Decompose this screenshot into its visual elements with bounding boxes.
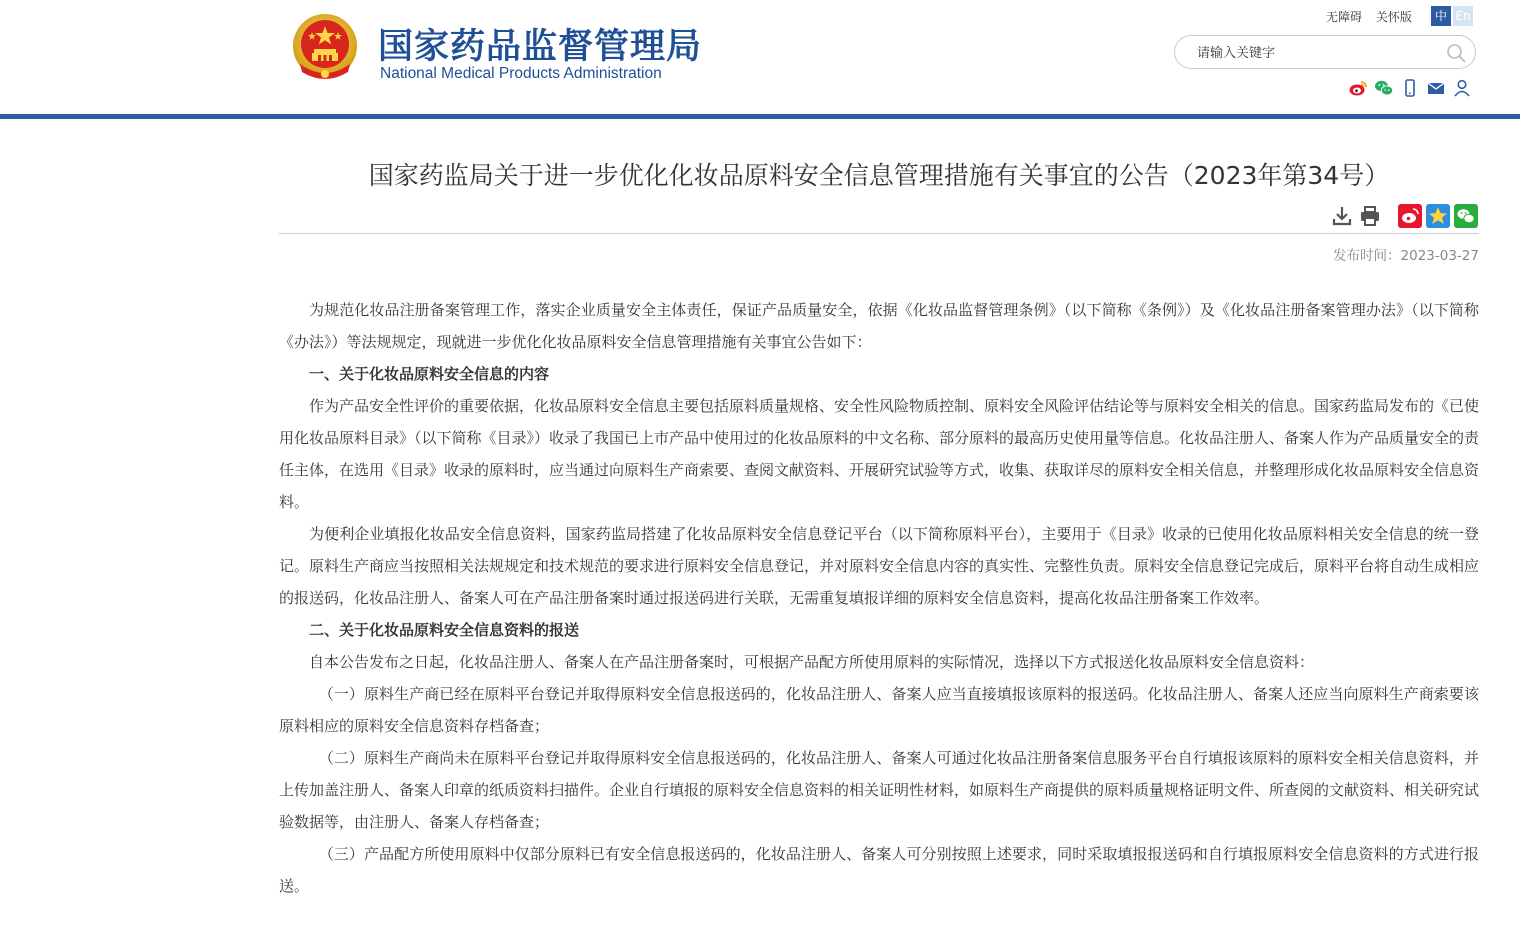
article-paragraph: 作为产品安全性评价的重要依据，化妆品原料安全信息主要包括原料质量规格、安全性风险物质控制、原料安全风险评估结论等与原料安全相关的信息。国家药监局发布的《已使用化妆品原料目录》（以下简称《目录》）收录了我国已上市产品中使用过的化妆品原料的中文名称、部分原料的最高历史使用量等信息。化妆品注册人、备案人作为产品质量安全的责任主体，在选用《目录》收录的原料时，应当通过向原料生产商索要、查阅文献资料、开展研究试验等方式，收集、获取详尽的原料安全相关信息，并整理形成化妆品原料安全信息资料。 bbox=[279, 397, 1480, 511]
mail-icon[interactable] bbox=[1426, 78, 1446, 98]
article-paragraph: 自本公告发布之日起，化妆品注册人、备案人在产品注册备案时，可根据产品配方所使用原料的实际情况，选择以下方式报送化妆品原料安全信息资料： bbox=[309, 653, 1315, 671]
search-box bbox=[1174, 35, 1476, 69]
article-title: 国家药监局关于进一步优化化妆品原料安全信息管理措施有关事宜的公告（2023年第34号） bbox=[368, 161, 1390, 190]
search-input[interactable] bbox=[1195, 42, 1439, 64]
publish-date bbox=[1333, 244, 1479, 264]
national-emblem-logo[interactable] bbox=[290, 12, 360, 84]
section-heading: 二、关于化妆品原料安全信息资料的报送 bbox=[309, 621, 580, 639]
weibo-icon[interactable] bbox=[1348, 78, 1368, 98]
elder-mode-link[interactable]: 关怀版 bbox=[1375, 10, 1412, 24]
print-icon[interactable] bbox=[1358, 204, 1382, 228]
section-heading: 一、关于化妆品原料安全信息的内容 bbox=[309, 365, 550, 383]
header-divider-bar bbox=[0, 114, 1520, 119]
title-divider bbox=[279, 233, 1479, 234]
top-links bbox=[1326, 8, 1422, 25]
social-links bbox=[1348, 78, 1472, 98]
publish-date-label: 发布时间： bbox=[1333, 248, 1401, 264]
accessibility-link[interactable]: 无障碍 bbox=[1326, 10, 1363, 24]
download-icon[interactable] bbox=[1330, 204, 1354, 228]
site-header bbox=[0, 0, 1520, 114]
article-list-item: （二）原料生产商尚未在原料平台登记并取得原料安全信息报送码的，化妆品注册人、备案人可通过化妆品注册备案信息服务平台自行填报该原料的原料安全相关信息资料，并上传加盖注册人、备案人印章的纸质资料扫描件。企业自行填报的原料安全信息资料的相关证明性材料，如原料生产商提供的原料质量规格证明文件、所查阅的文献资料、相关研究试验数据等，由注册人、备案人存档备查； bbox=[279, 749, 1480, 831]
share-qzone-icon[interactable] bbox=[1426, 204, 1450, 228]
site-subtitle[interactable]: National Medical Products Administration bbox=[380, 65, 662, 82]
article-list-item: （三）产品配方所使用原料中仅部分原料已有安全信息报送码的，化妆品注册人、备案人可分别按照上述要求，同时采取填报报送码和自行填报原料安全信息资料的方式进行报送。 bbox=[279, 845, 1479, 895]
article-paragraph: 为便利企业填报化妆品安全信息资料，国家药监局搭建了化妆品原料安全信息登记平台（以下简称原料平台），主要用于《目录》收录的已使用化妆品原料相关安全信息的统一登记。原料生产商应当按照相关法规规定和技术规范的要求进行原料安全信息登记，并对原料安全信息内容的真实性、完整性负责。原料安全信息登记完成后，原料平台将自动生成相应的报送码，化妆品注册人、备案人可在产品注册备案时通过报送码进行关联，无需重复填报详细的原料安全信息资料，提高化妆品注册备案工作效率。 bbox=[279, 525, 1480, 607]
lang-en-button[interactable]: En bbox=[1453, 6, 1473, 26]
article-paragraph: 为规范化妆品注册备案管理工作，落实企业质量安全主体责任，保证产品质量安全，依据《化妆品监督管理条例》（以下简称《条例》）及《化妆品注册备案管理办法》（以下简称《办法》）等法规规定，现就进一步优化化妆品原料安全信息管理措施有关事宜公告如下： bbox=[279, 301, 1479, 351]
language-switch bbox=[1431, 6, 1473, 26]
site-title[interactable]: 国家药品监督管理局 bbox=[378, 27, 703, 67]
user-icon[interactable] bbox=[1452, 78, 1472, 98]
mobile-icon[interactable] bbox=[1400, 78, 1420, 98]
article-list-item: （一）原料生产商已经在原料平台登记并取得原料安全信息报送码的，化妆品注册人、备案人应当直接填报该原料的报送码。化妆品注册人、备案人还应当向原料生产商索要该原料相应的原料安全信息资料存档备查； bbox=[279, 685, 1479, 735]
publish-date-value: 2023-03-27 bbox=[1400, 248, 1479, 264]
article-tools bbox=[1330, 204, 1478, 228]
search-icon[interactable] bbox=[1445, 42, 1467, 64]
wechat-icon[interactable] bbox=[1374, 78, 1394, 98]
lang-zh-button[interactable]: 中 bbox=[1431, 6, 1451, 26]
article-body bbox=[279, 294, 1479, 902]
share-wechat-icon[interactable] bbox=[1454, 204, 1478, 228]
share-weibo-icon[interactable] bbox=[1398, 204, 1422, 228]
